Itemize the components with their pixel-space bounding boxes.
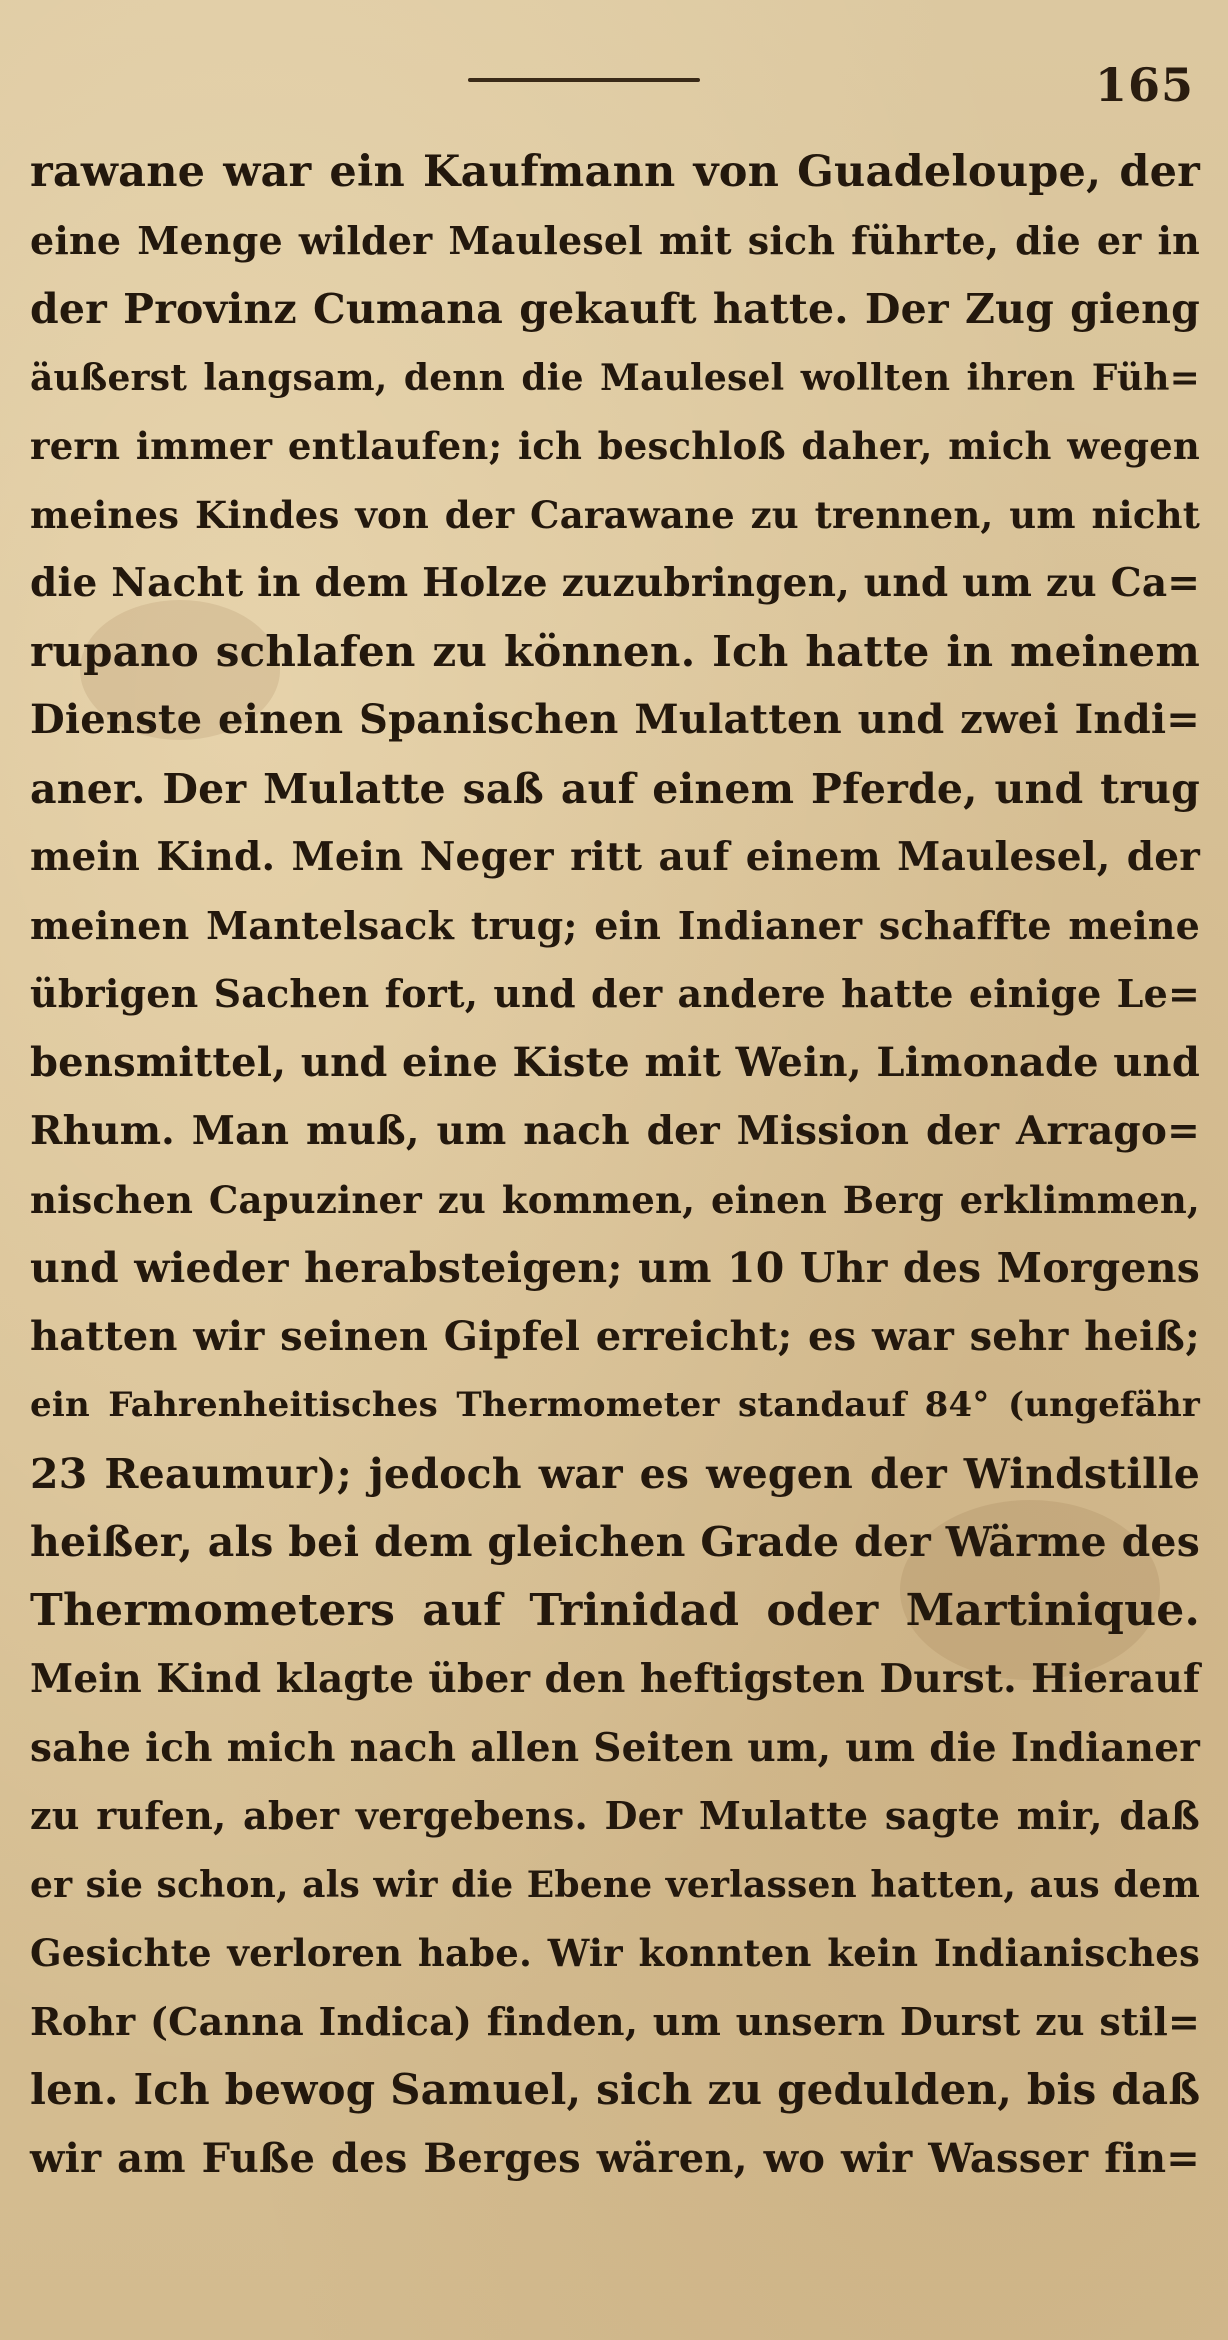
text-line: meines Kindes von der Carawane zu trennen, um nicht [30, 492, 1200, 537]
text-line: bensmittel, und eine Kiste mit Wein, Limonade und [30, 1038, 1200, 1086]
text-line: len. Ich bewog Samuel, sich zu gedulden, bis daß [30, 2065, 1201, 2114]
text-line: Rohr (Canna Indica) finden, um unsern Durst zu stil= [30, 1998, 1200, 2044]
text-line: und wieder herabsteigen; um 10 Uhr des Morgens [30, 1244, 1200, 1292]
text-line: übrigen Sachen fort, und der andere hatte einige Le= [30, 971, 1200, 1016]
text-line: Gesichte verloren habe. Wir konnten kein Indianisches [30, 1931, 1200, 1975]
text-line: Mein Kind klagte über den heftigsten Durst. Hierauf [30, 1656, 1200, 1702]
text-line: er sie schon, als wir die Ebene verlassen hatten, aus dem [30, 1863, 1200, 1906]
text-line: ein Fahrenheitisches Thermometer standauf 84° (ungefähr [30, 1385, 1200, 1425]
header-rule [468, 78, 700, 82]
text-line: rupano schlafen zu können. Ich hatte in meinem [30, 626, 1200, 676]
text-line: wir am Fuße des Berges wären, wo wir Wasser fin= [30, 2134, 1200, 2182]
text-line: heißer, als bei dem gleichen Grade der Wärme des [30, 1518, 1200, 1566]
text-line: meinen Mantelsack trug; ein Indianer schaffte meine [30, 902, 1200, 948]
text-line: aner. Der Mulatte saß auf einem Pferde, und trug [30, 764, 1200, 813]
text-line: äußerst langsam, denn die Maulesel wollten ihren Füh= [30, 356, 1200, 399]
text-line: Dienste einen Spanischen Mulatten und zwei Indi= [30, 696, 1200, 743]
text-line: der Provinz Cumana gekauft hatte. Der Zug gieng [30, 285, 1200, 333]
text-line: mein Kind. Mein Neger ritt auf einem Maulesel, der [30, 834, 1200, 880]
text-line: nischen Capuziner zu kommen, einen Berg erklimmen, [30, 1177, 1200, 1222]
text-line: eine Menge wilder Maulesel mit sich führte, die er in [30, 217, 1200, 263]
text-line: sahe ich mich nach allen Seiten um, um die Indianer [30, 1724, 1200, 1771]
text-line: rawane war ein Kaufmann von Guadeloupe, der [30, 147, 1200, 197]
text-line: Rhum. Man muß, um nach der Mission der Arrago= [30, 1108, 1200, 1154]
text-line: Thermometers auf Trinidad oder Martinique. [30, 1584, 1200, 1636]
text-line: 23 Reaumur); jedoch war es wegen der Windstille [30, 1449, 1200, 1498]
text-line: die Nacht in dem Holze zuzubringen, und um zu Ca= [30, 560, 1201, 606]
text-line: rern immer entlaufen; ich beschloß daher, mich wegen [30, 424, 1200, 468]
page-number: 165 [1094, 58, 1194, 112]
body-text [30, 138, 1200, 2193]
text-line: hatten wir seinen Gipfel erreicht; es war sehr heiß; [30, 1312, 1200, 1360]
text-line: zu rufen, aber vergebens. Der Mulatte sagte mir, daß [30, 1793, 1200, 1838]
